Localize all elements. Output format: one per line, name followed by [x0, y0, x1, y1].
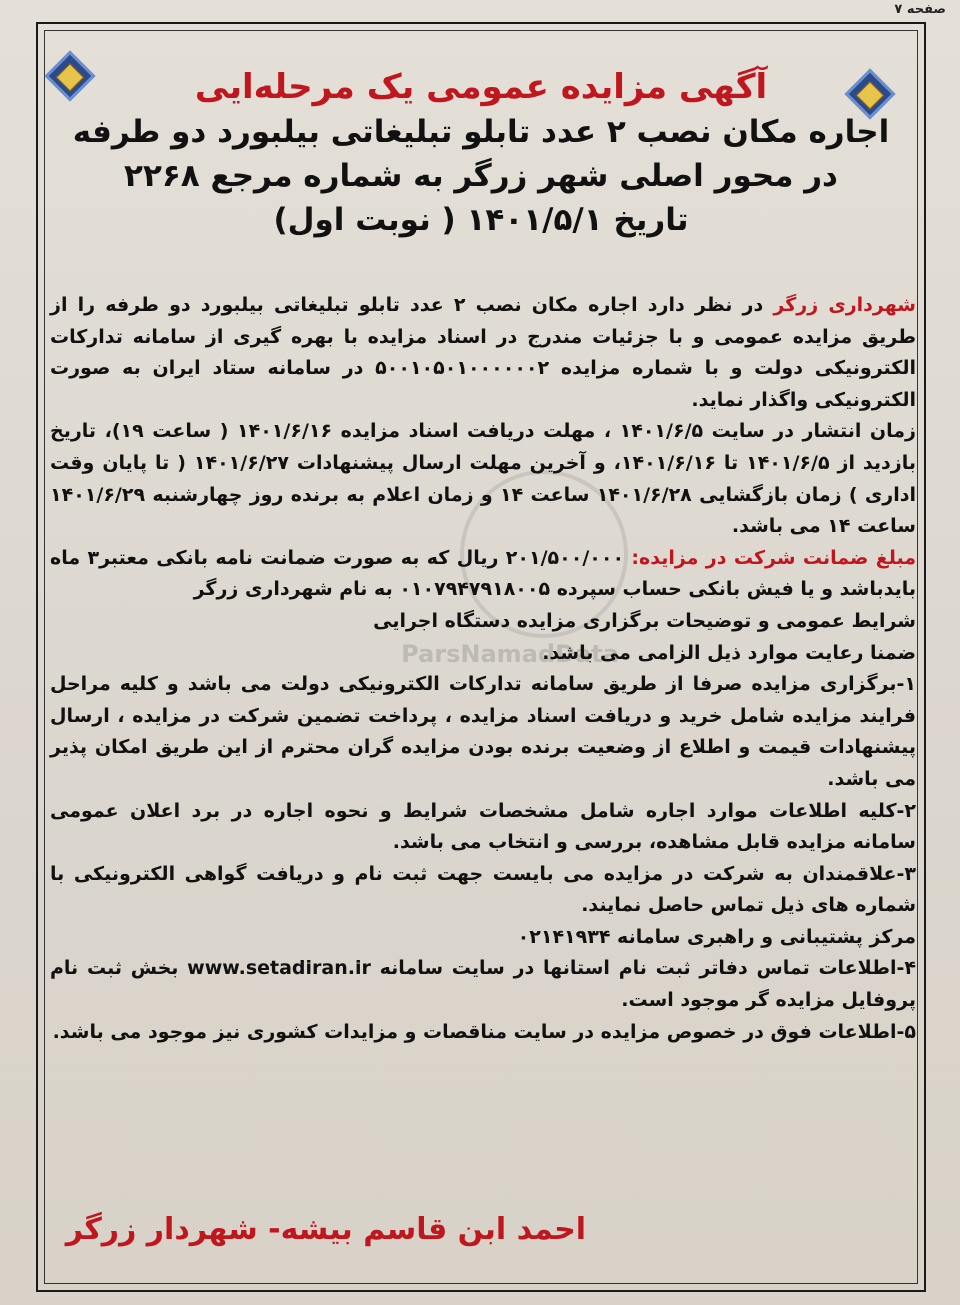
- item-4: [50, 953, 916, 1016]
- signature-line: احمد ابن قاسم بیشه- شهردار زرگر: [65, 1212, 586, 1247]
- ad-body: [50, 290, 916, 1048]
- support-line: مرکز پشتیبانی و راهبری سامانه ۰۲۱۴۱۹۳۴: [517, 925, 916, 948]
- item-4-text-a: ۴-اطلاعات تماس دفاتر ثبت نام استانها در سایت سامانه: [370, 957, 916, 980]
- requirements-line: ضمنا رعایت موارد ذیل الزامی می باشد.: [542, 641, 916, 664]
- watermark-text: ParsNamadData: [401, 640, 619, 668]
- ad-header: [46, 64, 916, 242]
- schedule-paragraph: زمان انتشار در سایت ۱۴۰۱/۶/۵ ، مهلت دریافت اسناد مزایده ۱۴۰۱/۶/۱۶ ( ساعت ۱۹)، تاریخ بازدید از ۱۴۰۱/۶/۵ تا ۱۴۰۱/۶/۱۶، و آخرین مهلت ارسال پیشنهادات ۱۴۰۱/۶/۲۷ ( تا پایان وقت اداری ) زمان بازگشایی ۱۴۰۱/۶/۲۸ ساعت ۱۴ و زمان اعلام به برنده روز چهارشنبه ۱۴۰۱/۶/۲۹ ساعت ۱۴ می باشد.: [50, 420, 916, 538]
- ad-title: آگهی مزایده عمومی یک مرحله‌ایی: [194, 67, 768, 107]
- ad-subtitle-line1: اجاره مکان نصب ۲ عدد تابلو تبلیغاتی بیلبورد دو طرفه: [72, 114, 890, 150]
- ad-subtitle-line2: در محور اصلی شهر زرگر به شماره مرجع ۲۲۶۸: [124, 158, 838, 194]
- page-number: صفحه ۷: [894, 2, 946, 17]
- item-3: ۳-علاقمندان به شرکت در مزایده می بایست جهت ثبت نام و دریافت گواهی الکترونیکی با شماره های ذیل تماس حاصل نمایند.: [50, 862, 916, 917]
- intro-text: در نظر دارد اجاره مکان نصب ۲ عدد تابلو تبلیغاتی بیلبورد دو طرفه را از طریق مزایده عمومی و با جزئیات مندرج در اسناد مزایده با بهره گیری از سامانه تدارکات الکترونیکی دولت و با شماره مزایده ۵۰۰۱۰۵۰۱۰۰۰۰۰۰۲ در سامانه ستاد ایران به صورت الکترونیکی واگذار نماید.: [50, 294, 917, 411]
- guarantee-text: ۲۰۱/۵۰۰/۰۰۰ ریال که به صورت ضمانت نامه بانکی معتبر۳ ماه بایدباشد و یا فیش بانکی حساب سپرده ۰۱۰۷۹۴۷۹۱۸۰۰۵ به نام شهرداری زرگر: [50, 546, 916, 601]
- guarantee-label: مبلغ ضمانت شرکت در مزایده:: [631, 546, 916, 569]
- item-1: ۱-برگزاری مزایده صرفا از طریق سامانه تدارکات الکترونیکی دولت می باشد و کلیه مراحل فرایند مزایده شامل خرید و دریافت اسناد مزایده ، پرداخت تضمین شرکت در مزایده ، ارسال پیشنهادات قیمت و اطلاع از وضعیت برنده بودن مزایده گران محترم از این طریق امکان پذیر می باشد.: [50, 673, 916, 790]
- intro-paragraph: [50, 290, 916, 416]
- item-4-text-b: بخش ثبت نام پروفایل مزایده گر موجود است.: [50, 957, 916, 1012]
- guarantee-paragraph: [50, 543, 916, 606]
- item-2: ۲-کلیه اطلاعات موارد اجاره شامل مشخصات شرایط و نحوه اجاره در برد اعلان عمومی سامانه مزایده قابل مشاهده، بررسی و انتخاب می باشد.: [50, 799, 916, 854]
- ad-subtitle-line3: تاریخ ۱۴۰۱/۵/۱ ( نوبت اول): [273, 202, 689, 238]
- organization-name: شهرداری زرگر: [773, 294, 916, 316]
- setadiran-link[interactable]: www.setadiran.ir: [187, 957, 371, 980]
- item-5: ۵-اطلاعات فوق در خصوص مزایده در سایت مناقصات و مزایدات کشوری نیز موجود می باشد.: [52, 1020, 916, 1043]
- conditions-line: شرایط عمومی و توضیحات برگزاری مزایده دستگاه اجرایی: [373, 609, 916, 632]
